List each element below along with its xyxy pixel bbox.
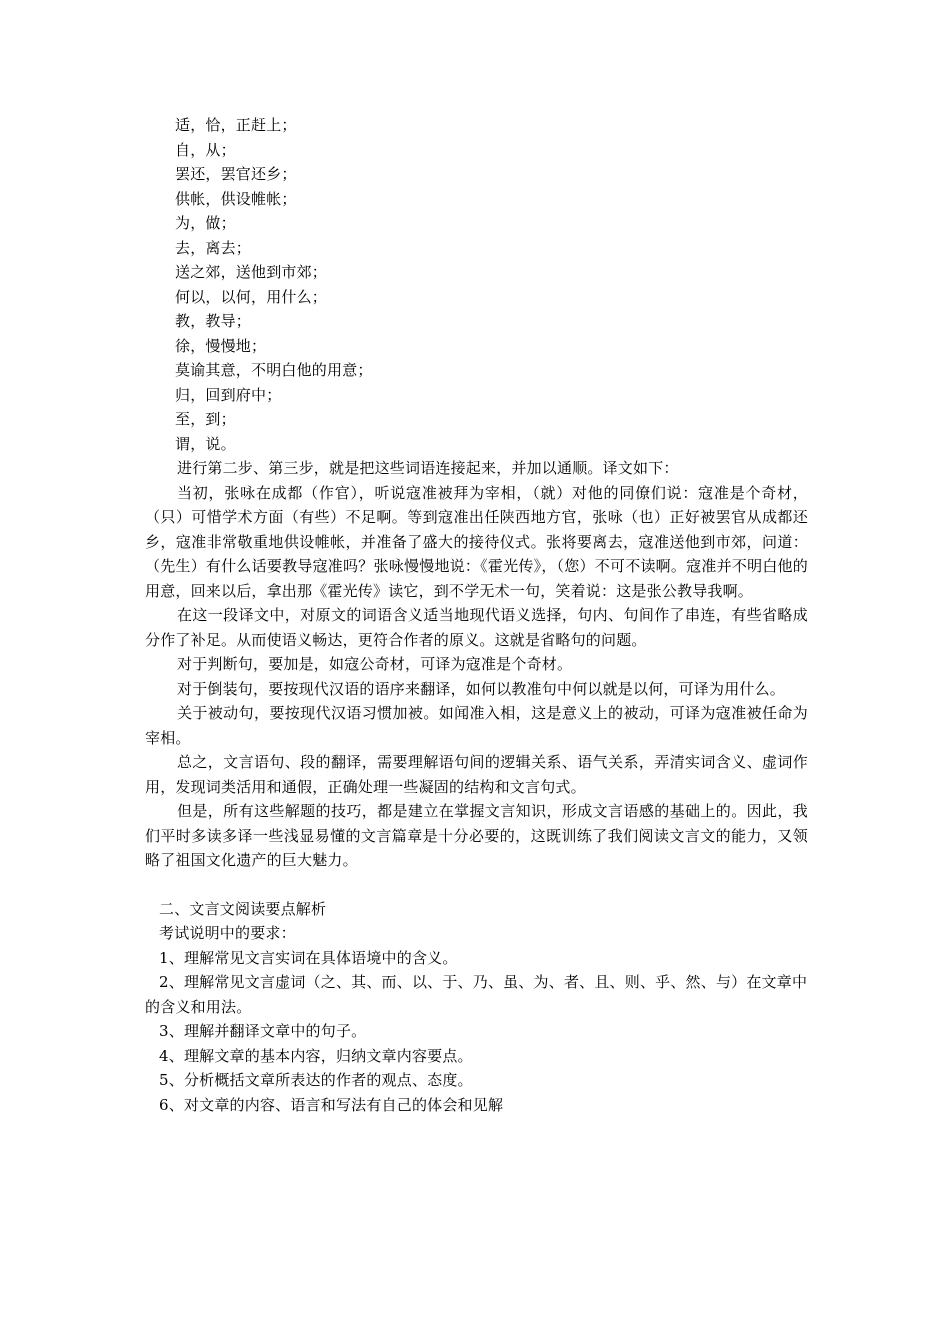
gloss-line: 送之郊，送他到市郊； [175, 263, 328, 281]
inverted-sentence-paragraph: 对于倒装句，要按现代汉语的语序来翻译，如何以教准句中何以就是以何，可译为用什么。 [177, 679, 786, 698]
gloss-line: 徐，慢慢地； [175, 336, 267, 355]
requirement-item: 6、对文章的内容、语言和写法有自己的体会和见解 [159, 1095, 504, 1114]
requirement-item: 5、分析概括文章所表达的作者的观点、态度。 [159, 1071, 473, 1089]
gloss-line: 至，到； [175, 410, 236, 428]
gloss-line: 谓，说。 [175, 434, 236, 453]
gloss-line: 自，从； [175, 140, 236, 159]
section-heading: 二、文言文阅读要点解析 [159, 899, 327, 918]
passive-sentence-paragraph: 关于被动句，要按现代汉语习惯加被。如闻准入相，这是意义上的被动，可译为寇准被任命为宰相。 [145, 704, 808, 747]
requirement-item: 4、理解文章的基本内容，归纳文章内容要点。 [159, 1046, 473, 1065]
gloss-line: 莫谕其意，不明白他的用意； [175, 361, 373, 379]
conclusion-paragraph: 但是，所有这些解题的技巧，都是建立在掌握文言知识，形成文言语感的基础上的。因此，我们平时多读多译一些浅显易懂的文言篇章是十分必要的，这既训练了我们阅读文言文的能力，又领略了祖国文化遗产的巨大魅力。 [145, 802, 808, 869]
gloss-line: 为，做； [175, 214, 236, 232]
gloss-line: 去，离去； [175, 238, 252, 257]
requirement-item: 2、理解常见文言虚词（之、其、而、以、于、乃、虽、为、者、且、则、乎、然、与）在文章中的含义和用法。 [145, 973, 808, 1016]
summary-paragraph: 总之，文言语句、段的翻译，需要理解语句间的逻辑关系、语气关系，弄清实词含义、虚词作用，发现词类活用和通假，正确处理一些凝固的结构和文言句式。 [145, 753, 808, 796]
omission-paragraph: 在这一段译文中，对原文的词语含义适当地现代语义选择，句内、句间作了串连，有些省略成分作了补足。从而使语义畅达，更符合作者的原义。这就是省略句的问题。 [145, 606, 808, 649]
gloss-line: 供帐，供设帷帐； [175, 189, 297, 208]
judgment-sentence-paragraph: 对于判断句，要加是，如寇公奇材，可译为寇准是个奇材。 [177, 655, 573, 673]
gloss-line: 适，恰，正赶上； [175, 116, 297, 134]
requirements-intro: 考试说明中的要求： [159, 924, 296, 942]
gloss-line: 何以，以何，用什么； [175, 287, 328, 306]
translation-paragraph: 当初，张咏在成都（作官），听说寇准被拜为宰相，（就）对他的同僚们说：寇准是个奇材，（只）可惜学术方面（有些）不足啊。等到寇准出任陕西地方官，张咏（也）正好被罢官从成都还乡，寇准非常敬重地供设帷帐，并准备了盛大的接待仪式。张将要离去，寇准送他到市郊，问道：（先生）有什么话要教导寇准吗？张咏慢慢地说：《霍光传》，（您）不可不读啊。寇准并不明白他的用意，回来以后，拿出那《霍光传》读它，到不学无术一句，笑着说：这是张公教导我啊。 [145, 483, 808, 600]
gloss-line: 教，教导； [175, 312, 252, 330]
gloss-line: 归，回到府中； [175, 385, 282, 404]
gloss-line: 罢还，罢官还乡； [175, 165, 297, 183]
section-spacer [145, 873, 808, 897]
requirement-item: 3、理解并翻译文章中的句子。 [159, 1022, 367, 1040]
translation-intro-paragraph: 进行第二步、第三步，就是把这些词语连接起来，并加以通顺。译文如下： [177, 459, 679, 477]
document-body [145, 0, 808, 1117]
requirement-item: 1、理解常见文言实词在具体语境中的含义。 [159, 948, 458, 967]
